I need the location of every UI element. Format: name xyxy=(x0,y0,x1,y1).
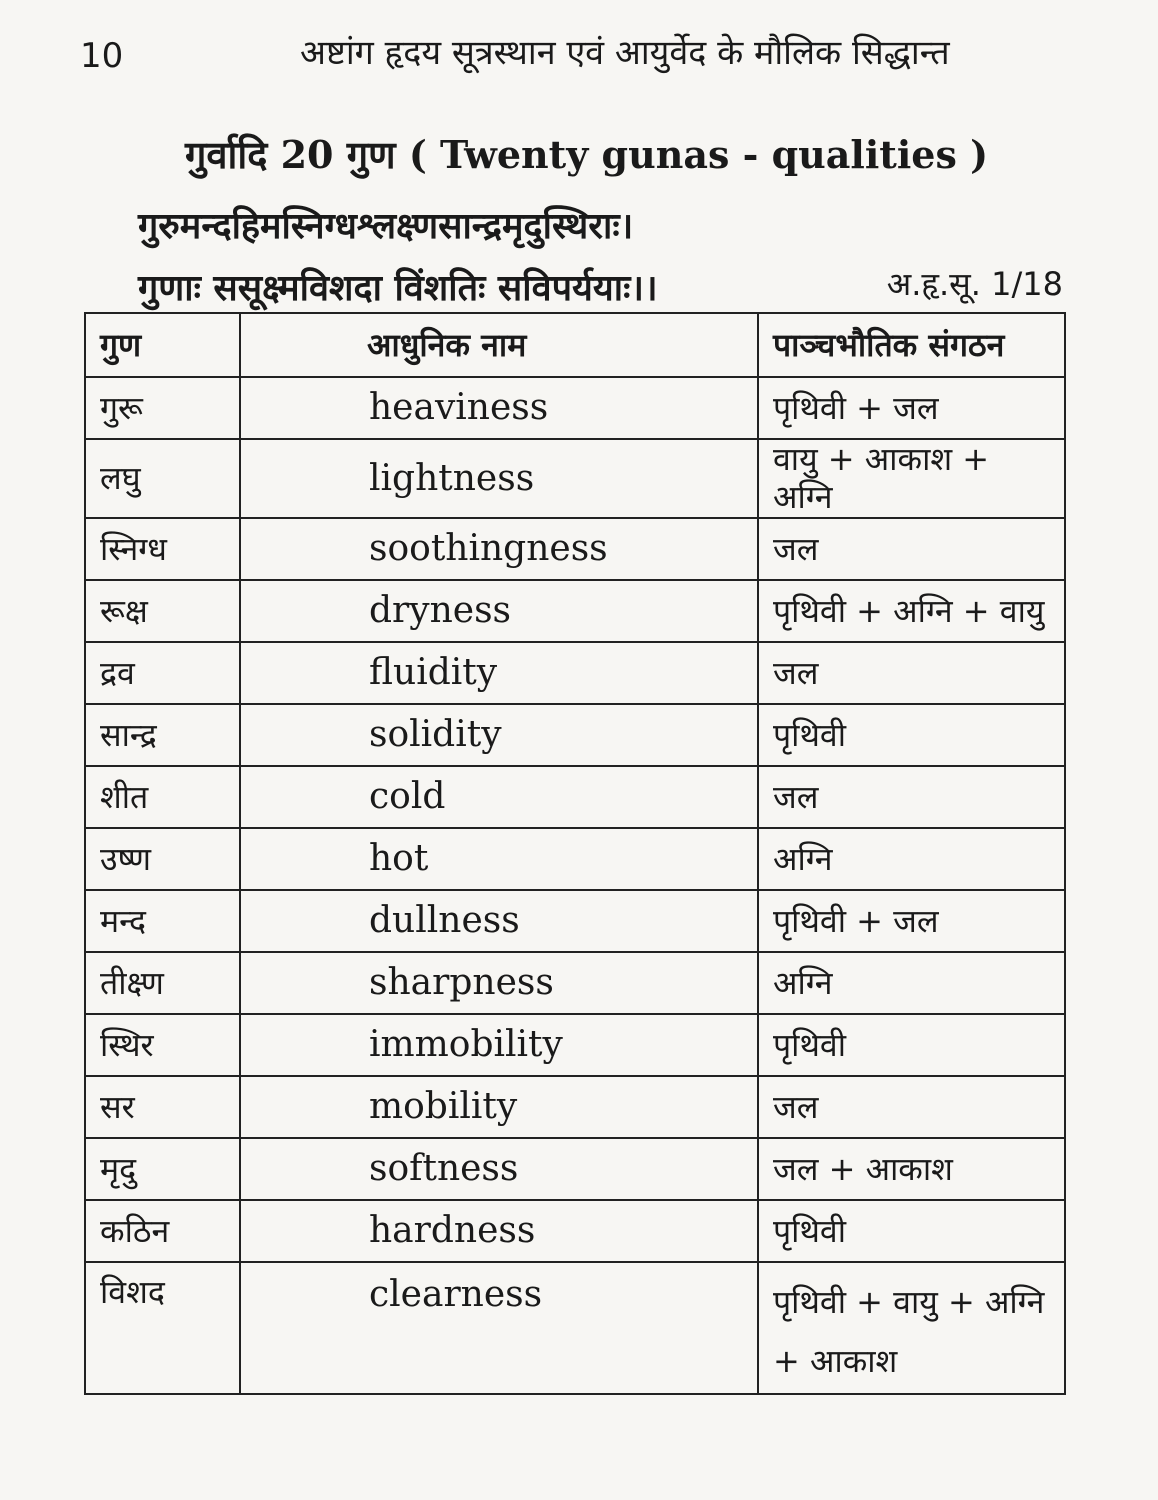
panchabhautik-cell: अग्नि xyxy=(758,952,1065,1014)
panchabhautik-cell: पृथिवी + अग्नि + वायु xyxy=(758,580,1065,642)
guna-cell: मन्द xyxy=(85,890,240,952)
guna-cell: सर xyxy=(85,1076,240,1138)
guna-cell: स्थिर xyxy=(85,1014,240,1076)
table-row xyxy=(85,580,1065,642)
guna-cell: शीत xyxy=(85,766,240,828)
panchabhautik-cell: पृथिवी + जल xyxy=(758,890,1065,952)
header-modern-name: आधुनिक नाम xyxy=(240,313,758,377)
modern-name-cell: lightness xyxy=(240,439,758,518)
guna-cell: उष्ण xyxy=(85,828,240,890)
guna-cell: द्रव xyxy=(85,642,240,704)
guna-cell: विशद xyxy=(85,1262,240,1394)
modern-name-cell: mobility xyxy=(240,1076,758,1138)
guna-cell: गुरू xyxy=(85,377,240,439)
table-row xyxy=(85,439,1065,518)
panchabhautik-cell: वायु + आकाश + अग्नि xyxy=(758,439,1065,518)
table-row xyxy=(85,952,1065,1014)
table-row xyxy=(85,642,1065,704)
modern-name-cell: immobility xyxy=(240,1014,758,1076)
guna-cell: स्निग्ध xyxy=(85,518,240,580)
modern-name-cell: softness xyxy=(240,1138,758,1200)
panchabhautik-cell: पृथिवी + वायु + अग्नि + आकाश xyxy=(758,1262,1065,1394)
table-row xyxy=(85,1200,1065,1262)
table-row xyxy=(85,1014,1065,1076)
header-guna: गुण xyxy=(85,313,240,377)
verse-reference: अ.हृ.सू. 1/18 xyxy=(886,265,1063,303)
panchabhautik-cell: पृथिवी xyxy=(758,704,1065,766)
modern-name-cell: fluidity xyxy=(240,642,758,704)
table-row xyxy=(85,766,1065,828)
table-header-row xyxy=(85,313,1065,377)
panchabhautik-cell: जल xyxy=(758,766,1065,828)
table-row xyxy=(85,1076,1065,1138)
modern-name-cell: solidity xyxy=(240,704,758,766)
panchabhautik-cell: जल xyxy=(758,518,1065,580)
table-body xyxy=(85,377,1065,1394)
table-row xyxy=(85,828,1065,890)
panchabhautik-cell: पृथिवी xyxy=(758,1200,1065,1262)
table-row xyxy=(85,377,1065,439)
guna-cell: कठिन xyxy=(85,1200,240,1262)
header-panchabhautik: पाञ्चभौतिक संगठन xyxy=(758,313,1065,377)
panchabhautik-cell: जल xyxy=(758,642,1065,704)
verse-line-1: गुरुमन्दहिमस्निग्धश्लक्ष्णसान्द्रमृदुस्थिराः। xyxy=(138,206,634,247)
guna-cell: सान्द्र xyxy=(85,704,240,766)
modern-name-cell: hardness xyxy=(240,1200,758,1262)
guna-cell: रूक्ष xyxy=(85,580,240,642)
modern-name-cell: dullness xyxy=(240,890,758,952)
modern-name-cell: heaviness xyxy=(240,377,758,439)
modern-name-cell: dryness xyxy=(240,580,758,642)
panchabhautik-cell: अग्नि xyxy=(758,828,1065,890)
modern-name-cell: clearness xyxy=(240,1262,758,1394)
guna-cell: मृदु xyxy=(85,1138,240,1200)
table-row xyxy=(85,890,1065,952)
modern-name-cell: sharpness xyxy=(240,952,758,1014)
page-number: 10 xyxy=(80,36,124,76)
verse-line-2: गुणाः ससूक्ष्मविशदा विंशतिः सविपर्ययाः।। xyxy=(138,268,658,309)
table-row xyxy=(85,704,1065,766)
running-head: अष्टांग हृदय सूत्रस्थान एवं आयुर्वेद के मौलिक सिद्धान्त xyxy=(300,33,950,73)
panchabhautik-cell: पृथिवी xyxy=(758,1014,1065,1076)
panchabhautik-cell: जल + आकाश xyxy=(758,1138,1065,1200)
table-row xyxy=(85,1138,1065,1200)
guna-cell: लघु xyxy=(85,439,240,518)
gunas-table xyxy=(84,312,1066,1395)
guna-cell: तीक्ष्ण xyxy=(85,952,240,1014)
section-title: गुर्वादि 20 गुण ( Twenty gunas - qualities ) xyxy=(185,132,989,177)
table-row xyxy=(85,518,1065,580)
table-row xyxy=(85,1262,1065,1394)
panchabhautik-cell: जल xyxy=(758,1076,1065,1138)
panchabhautik-cell: पृथिवी + जल xyxy=(758,377,1065,439)
modern-name-cell: cold xyxy=(240,766,758,828)
modern-name-cell: soothingness xyxy=(240,518,758,580)
modern-name-cell: hot xyxy=(240,828,758,890)
